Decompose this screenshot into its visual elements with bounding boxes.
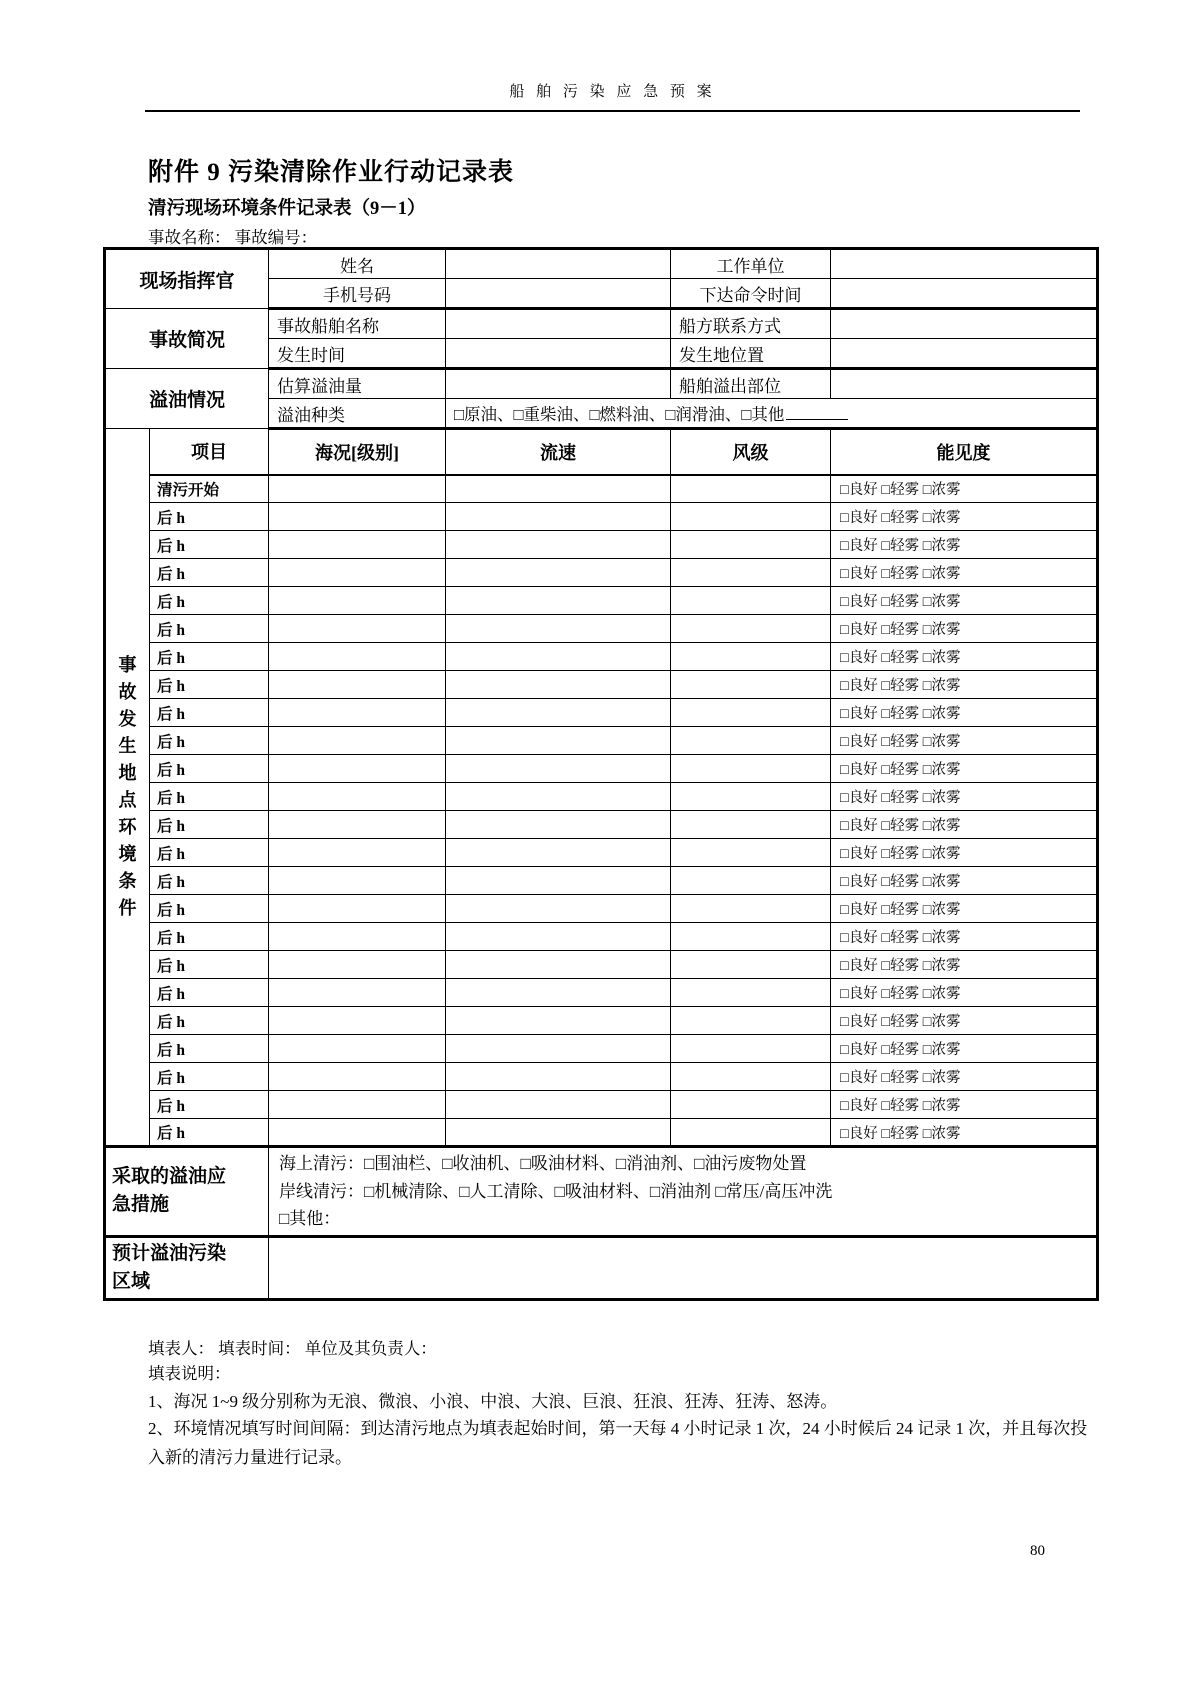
env-input-cell: [446, 1063, 671, 1091]
env-input-cell: [446, 559, 671, 587]
env-input-cell: [671, 531, 831, 559]
input-cell-occur-time: [446, 339, 671, 369]
env-row-label: 后 h: [150, 727, 269, 755]
visibility-options: □良好 □轻雾 □浓雾: [831, 951, 1098, 979]
env-input-cell: [446, 839, 671, 867]
oil-type-options: [446, 399, 1098, 429]
visibility-options: □良好 □轻雾 □浓雾: [831, 895, 1098, 923]
env-row-label: 后 h: [150, 951, 269, 979]
env-input-cell: [269, 475, 446, 503]
field-label-ship-name: 事故船舶名称: [269, 309, 446, 339]
note-sea-state-scale: 1、海况 1~9 级分别称为无浪、微浪、小浪、中浪、大浪、巨浪、狂浪、狂涛、狂涛、怒涛。: [148, 1392, 838, 1411]
env-input-cell: [446, 1091, 671, 1119]
page-title: 附件 9 污染清除作业行动记录表: [148, 159, 515, 186]
note-recording-interval: 2、环境情况填写时间间隔：到达清污地点为填表起始时间，第一天每 4 小时记录 1 次，24 小时候后 24 记录 1 次，并且每次投入新的清污力量进行记录。: [148, 1419, 1088, 1467]
env-row-after-h: [105, 951, 1098, 979]
env-input-cell: [269, 951, 446, 979]
field-label-name: 姓名: [269, 249, 446, 279]
env-row-after-h: [105, 699, 1098, 727]
visibility-options: □良好 □轻雾 □浓雾: [831, 839, 1098, 867]
env-input-cell: [671, 1091, 831, 1119]
col-header-item: 项目: [150, 429, 269, 475]
visibility-options: □良好 □轻雾 □浓雾: [831, 1063, 1098, 1091]
env-row-label: 后 h: [150, 1119, 269, 1147]
env-input-cell: [671, 755, 831, 783]
env-input-cell: [269, 587, 446, 615]
env-input-cell: [269, 615, 446, 643]
env-input-cell: [269, 531, 446, 559]
measures-options-cell: [269, 1147, 1098, 1237]
measures-other-option: □其他：: [279, 1209, 341, 1228]
env-row-after-h: [105, 1091, 1098, 1119]
visibility-options: □良好 □轻雾 □浓雾: [831, 643, 1098, 671]
env-input-cell: [446, 867, 671, 895]
notes-title: 填表说明：: [148, 1364, 231, 1383]
env-row-label: 后 h: [150, 1063, 269, 1091]
env-row-after-h: [105, 615, 1098, 643]
env-input-cell: [269, 1091, 446, 1119]
env-input-cell: [269, 559, 446, 587]
env-input-cell: [269, 1119, 446, 1147]
env-input-cell: [446, 531, 671, 559]
form-subtitle: 清污现场环境条件记录表（9－1）: [148, 199, 426, 219]
env-input-cell: [269, 895, 446, 923]
env-input-cell: [671, 951, 831, 979]
col-header-current-speed: 流速: [446, 429, 671, 475]
env-input-cell: [269, 867, 446, 895]
env-input-cell: [269, 1007, 446, 1035]
env-input-cell: [446, 755, 671, 783]
visibility-options: □良好 □轻雾 □浓雾: [831, 587, 1098, 615]
env-input-cell: [671, 923, 831, 951]
env-input-cell: [446, 671, 671, 699]
visibility-options: □良好 □轻雾 □浓雾: [831, 1091, 1098, 1119]
visibility-options: □良好 □轻雾 □浓雾: [831, 531, 1098, 559]
input-cell-name: [446, 249, 671, 279]
form-filler-line: 填表人： 填表时间： 单位及其负责人：: [148, 1339, 437, 1358]
env-row-after-h: [105, 923, 1098, 951]
env-row-label: 后 h: [150, 587, 269, 615]
env-input-cell: [671, 1035, 831, 1063]
record-form-table: [103, 247, 1099, 1301]
visibility-options: □良好 □轻雾 □浓雾: [831, 1035, 1098, 1063]
env-input-cell: [269, 923, 446, 951]
field-label-estimated-spill-volume: 估算溢油量: [269, 369, 446, 399]
env-input-cell: [446, 951, 671, 979]
input-cell-spill-position: [831, 369, 1098, 399]
env-input-cell: [446, 475, 671, 503]
env-input-cell: [671, 1007, 831, 1035]
input-cell-estimated-spill-volume: [446, 369, 671, 399]
env-input-cell: [671, 727, 831, 755]
env-row-label: 后 h: [150, 811, 269, 839]
visibility-options: □良好 □轻雾 □浓雾: [831, 559, 1098, 587]
env-input-cell: [671, 475, 831, 503]
col-header-sea-state: 海况[级别]: [269, 429, 446, 475]
visibility-options: □良好 □轻雾 □浓雾: [831, 923, 1098, 951]
env-input-cell: [671, 643, 831, 671]
section-label-on-scene-commander: 现场指挥官: [105, 249, 269, 309]
env-row-label: 后 h: [150, 867, 269, 895]
env-input-cell: [269, 1035, 446, 1063]
input-cell-ship-name: [446, 309, 671, 339]
visibility-options: □良好 □轻雾 □浓雾: [831, 727, 1098, 755]
measures-label: 采取的溢油应急措施: [112, 1166, 227, 1216]
visibility-options: □良好 □轻雾 □浓雾: [831, 1007, 1098, 1035]
env-input-cell: [446, 1035, 671, 1063]
visibility-options: □良好 □轻雾 □浓雾: [831, 1119, 1098, 1147]
col-header-wind-scale: 风级: [671, 429, 831, 475]
section-label-accident-brief: 事故简况: [105, 309, 269, 369]
env-row-label: 后 h: [150, 839, 269, 867]
measures-sea-cleanup-options: 海上清污：□围油栏、□收油机、□吸油材料、□消油剂、□油污废物处置: [279, 1154, 807, 1173]
env-row-label: 后 h: [150, 643, 269, 671]
measures-label-cell: [105, 1147, 269, 1237]
env-input-cell: [269, 671, 446, 699]
env-row-after-h: [105, 727, 1098, 755]
env-row-label: 后 h: [150, 979, 269, 1007]
env-input-cell: [671, 839, 831, 867]
env-row-after-h: [105, 1063, 1098, 1091]
env-input-cell: [446, 615, 671, 643]
env-input-cell: [671, 699, 831, 727]
env-input-cell: [269, 979, 446, 1007]
field-label-ship-contact: 船方联系方式: [671, 309, 831, 339]
env-input-cell: [446, 923, 671, 951]
env-input-cell: [671, 559, 831, 587]
env-row-label: 后 h: [150, 923, 269, 951]
measures-shore-cleanup-options: 岸线清污：□机械清除、□人工清除、□吸油材料、□消油剂 □常压/高压冲洗: [279, 1181, 833, 1201]
env-input-cell: [446, 727, 671, 755]
env-row-after-h: [105, 1035, 1098, 1063]
env-row-after-h: [105, 811, 1098, 839]
env-row-label: 后 h: [150, 895, 269, 923]
env-input-cell: [671, 979, 831, 1007]
env-input-cell: [671, 783, 831, 811]
env-input-cell: [671, 671, 831, 699]
visibility-options: □良好 □轻雾 □浓雾: [831, 671, 1098, 699]
env-row-label: 后 h: [150, 671, 269, 699]
running-header: 船 舶 污 染 应 急 预 案: [145, 80, 1080, 112]
env-input-cell: [269, 839, 446, 867]
env-input-cell: [269, 1063, 446, 1091]
page-number: 80: [1030, 1543, 1045, 1559]
env-row-after-h: [105, 643, 1098, 671]
env-input-cell: [446, 1119, 671, 1147]
section-label-oil-spill-status: 溢油情况: [105, 369, 269, 429]
env-row-after-h: [105, 559, 1098, 587]
visibility-options: □良好 □轻雾 □浓雾: [831, 503, 1098, 531]
env-input-cell: [446, 1007, 671, 1035]
predicted-area-label-cell: [105, 1236, 269, 1299]
visibility-options: □良好 □轻雾 □浓雾: [831, 811, 1098, 839]
env-input-cell: [671, 867, 831, 895]
env-row-label: 后 h: [150, 755, 269, 783]
other-blank-line: [786, 406, 848, 420]
field-label-work-unit: 工作单位: [671, 249, 831, 279]
env-row-after-h: [105, 867, 1098, 895]
field-label-mobile-number: 手机号码: [269, 279, 446, 309]
env-row-label: 后 h: [150, 699, 269, 727]
env-input-cell: [446, 783, 671, 811]
input-cell-occur-location: [831, 339, 1098, 369]
env-input-cell: [671, 503, 831, 531]
env-input-cell: [671, 587, 831, 615]
visibility-options: □良好 □轻雾 □浓雾: [831, 699, 1098, 727]
env-input-cell: [446, 699, 671, 727]
env-input-cell: [269, 503, 446, 531]
env-input-cell: [446, 979, 671, 1007]
field-label-order-time: 下达命令时间: [671, 279, 831, 309]
visibility-options: □良好 □轻雾 □浓雾: [831, 783, 1098, 811]
env-row-after-h: [105, 895, 1098, 923]
env-input-cell: [269, 783, 446, 811]
env-row-after-h: [105, 783, 1098, 811]
env-row-label: 后 h: [150, 1091, 269, 1119]
env-input-cell: [671, 1063, 831, 1091]
env-row-after-h: [105, 531, 1098, 559]
env-input-cell: [446, 643, 671, 671]
env-row-label: 后 h: [150, 783, 269, 811]
env-row-after-h: [105, 671, 1098, 699]
visibility-options: □良好 □轻雾 □浓雾: [831, 615, 1098, 643]
oil-type-options-text: □原油、□重柴油、□燃料油、□润滑油、□其他: [454, 405, 785, 424]
env-row-label: 清污开始: [150, 475, 269, 503]
visibility-options: □良好 □轻雾 □浓雾: [831, 475, 1098, 503]
env-input-cell: [671, 1119, 831, 1147]
input-cell-mobile-number: [446, 279, 671, 309]
env-row-label: 后 h: [150, 531, 269, 559]
env-row-after-h: [105, 979, 1098, 1007]
env-row-after-h: [105, 1119, 1098, 1147]
incident-name-number-line: 事故名称： 事故编号：: [148, 228, 318, 247]
env-input-cell: [269, 699, 446, 727]
env-row-after-h: [105, 839, 1098, 867]
env-input-cell: [446, 503, 671, 531]
env-row-label: 后 h: [150, 1035, 269, 1063]
env-row-label: 后 h: [150, 559, 269, 587]
env-row-after-h: [105, 503, 1098, 531]
env-input-cell: [269, 811, 446, 839]
env-input-cell: [269, 643, 446, 671]
input-cell-ship-contact: [831, 309, 1098, 339]
env-input-cell: [671, 615, 831, 643]
env-row-label: 后 h: [150, 1007, 269, 1035]
env-row-label: 后 h: [150, 615, 269, 643]
field-label-spill-position: 船舶溢出部位: [671, 369, 831, 399]
env-row-after-h: [105, 1007, 1098, 1035]
predicted-area-input-cell: [269, 1236, 1098, 1299]
visibility-options: □良好 □轻雾 □浓雾: [831, 755, 1098, 783]
env-row-after-h: [105, 587, 1098, 615]
field-label-occur-location: 发生地位置: [671, 339, 831, 369]
input-cell-work-unit: [831, 249, 1098, 279]
env-input-cell: [269, 727, 446, 755]
env-row-cleanup-start: [105, 475, 1098, 503]
predicted-area-label: 预计溢油污染区域: [112, 1242, 227, 1292]
env-input-cell: [269, 755, 446, 783]
field-label-oil-type: 溢油种类: [269, 399, 446, 429]
field-label-occur-time: 发生时间: [269, 339, 446, 369]
env-input-cell: [446, 895, 671, 923]
env-input-cell: [446, 811, 671, 839]
env-input-cell: [671, 811, 831, 839]
env-section-side-label: 事故发生地点环境条件: [118, 655, 137, 918]
env-section-side-label-cell: [105, 429, 150, 1147]
input-cell-order-time: [831, 279, 1098, 309]
env-row-after-h: [105, 755, 1098, 783]
env-input-cell: [446, 587, 671, 615]
env-input-cell: [671, 895, 831, 923]
visibility-options: □良好 □轻雾 □浓雾: [831, 867, 1098, 895]
visibility-options: □良好 □轻雾 □浓雾: [831, 979, 1098, 1007]
col-header-visibility: 能见度: [831, 429, 1098, 475]
env-row-label: 后 h: [150, 503, 269, 531]
